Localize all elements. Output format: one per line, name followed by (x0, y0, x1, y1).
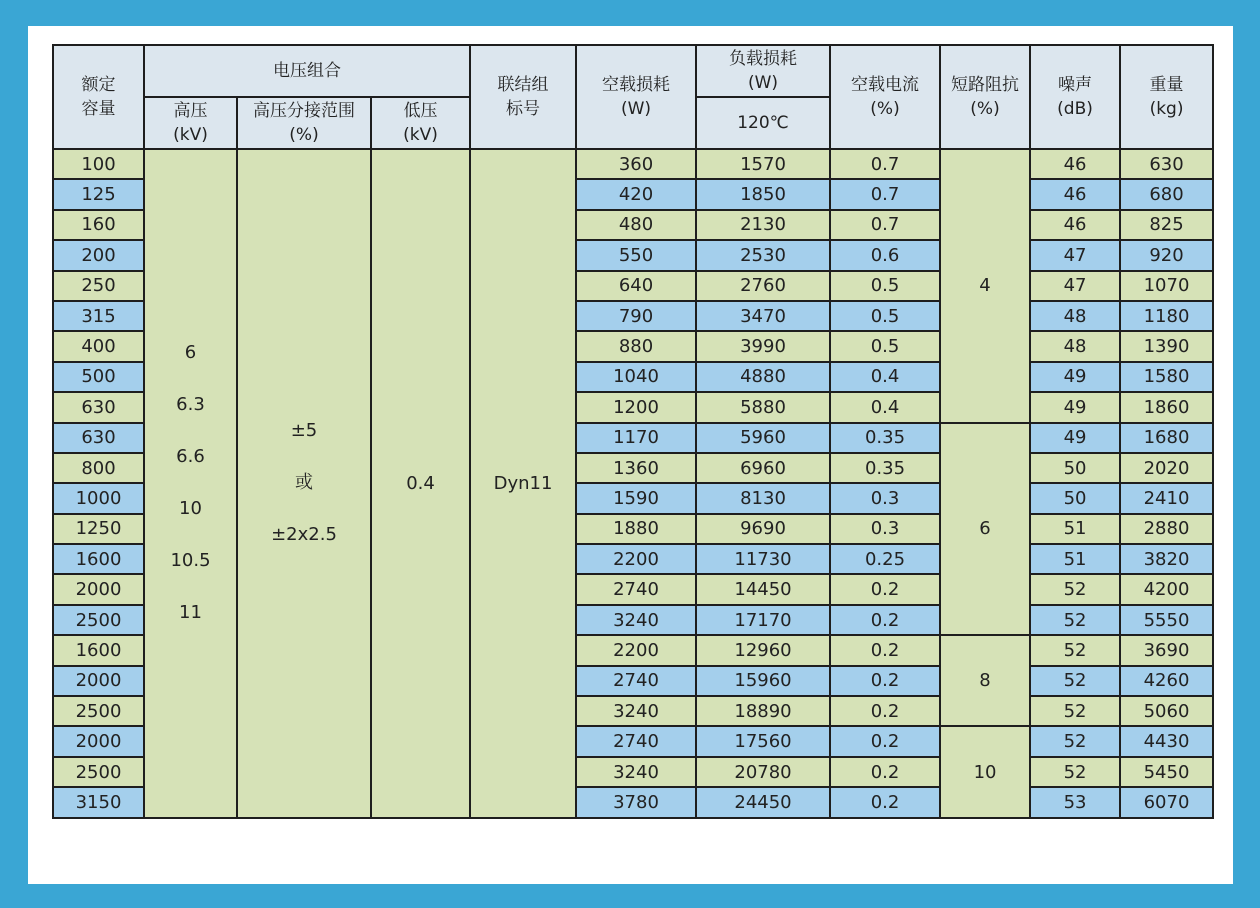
header-capacity-line2: 容量 (81, 99, 116, 119)
cell-load-loss: 12960 (696, 635, 830, 665)
cell-noise: 47 (1030, 240, 1120, 270)
cell-capacity: 1250 (53, 514, 144, 544)
cell-no-load-current: 0.2 (830, 574, 940, 604)
cell-no-load-current: 0.2 (830, 605, 940, 635)
hv-value: 11 (179, 602, 202, 624)
cell-no-load-loss: 2740 (576, 666, 696, 696)
cell-no-load-loss: 3240 (576, 757, 696, 787)
cell-noise: 52 (1030, 635, 1120, 665)
cell-no-load-current: 0.35 (830, 423, 940, 453)
cell-capacity: 3150 (53, 787, 144, 817)
cell-no-load-current: 0.5 (830, 271, 940, 301)
header-no-load-line1: 空载损耗 (602, 75, 671, 95)
header-load-line1: 负载损耗 (729, 49, 798, 69)
header-capacity-line1: 额定 (81, 75, 116, 95)
cell-no-load-loss: 1040 (576, 362, 696, 392)
cell-capacity: 2500 (53, 757, 144, 787)
cell-load-loss: 17170 (696, 605, 830, 635)
cell-load-loss: 17560 (696, 726, 830, 756)
cell-weight: 5550 (1120, 605, 1213, 635)
cell-load-loss: 2760 (696, 271, 830, 301)
hv-value: 10.5 (170, 550, 211, 572)
cell-noise: 46 (1030, 149, 1120, 179)
cell-no-load-loss: 550 (576, 240, 696, 270)
cell-weight: 4200 (1120, 574, 1213, 604)
cell-load-loss: 8130 (696, 483, 830, 513)
cell-no-load-current: 0.5 (830, 331, 940, 361)
cell-no-load-loss: 3240 (576, 696, 696, 726)
cell-no-load-loss: 1590 (576, 483, 696, 513)
cell-capacity: 630 (53, 423, 144, 453)
cell-no-load-current: 0.35 (830, 453, 940, 483)
header-no-load-current (830, 45, 940, 149)
cell-no-load-loss: 3240 (576, 605, 696, 635)
cell-weight: 2410 (1120, 483, 1213, 513)
header-impedance (940, 45, 1030, 149)
cell-tap-merged (237, 149, 371, 818)
cell-capacity: 160 (53, 210, 144, 240)
cell-load-loss: 15960 (696, 666, 830, 696)
cell-hv-merged (144, 149, 237, 818)
cell-weight: 630 (1120, 149, 1213, 179)
cell-capacity: 2500 (53, 696, 144, 726)
cell-noise: 47 (1030, 271, 1120, 301)
cell-lv-merged: 0.4 (371, 149, 470, 818)
header-impedance-line1: 短路阻抗 (951, 75, 1020, 95)
cell-load-loss: 2130 (696, 210, 830, 240)
cell-no-load-current: 0.5 (830, 301, 940, 331)
tap-value: ±5 (290, 420, 318, 442)
cell-no-load-current: 0.2 (830, 726, 940, 756)
cell-no-load-loss: 2740 (576, 574, 696, 604)
cell-weight: 6070 (1120, 787, 1213, 817)
table-row (53, 149, 1213, 179)
hv-value: 6.3 (176, 394, 205, 416)
header-lv-line2: (kV) (403, 125, 438, 145)
cell-no-load-current: 0.2 (830, 757, 940, 787)
cell-weight: 680 (1120, 179, 1213, 209)
header-current-line2: (%) (870, 99, 900, 119)
cell-no-load-loss: 640 (576, 271, 696, 301)
cell-load-loss: 5880 (696, 392, 830, 422)
cell-weight: 920 (1120, 240, 1213, 270)
cell-no-load-current: 0.3 (830, 514, 940, 544)
header-no-load-line2: (W) (620, 99, 652, 119)
cell-noise: 48 (1030, 301, 1120, 331)
cell-load-loss: 14450 (696, 574, 830, 604)
cell-no-load-loss: 1360 (576, 453, 696, 483)
header-noise-line1: 噪声 (1058, 75, 1093, 95)
cell-capacity: 2000 (53, 726, 144, 756)
cell-capacity: 250 (53, 271, 144, 301)
header-hv (144, 97, 237, 149)
header-weight-line2: (kg) (1149, 99, 1184, 119)
cell-no-load-loss: 2200 (576, 544, 696, 574)
cell-weight: 1390 (1120, 331, 1213, 361)
hv-value: 6.6 (176, 446, 205, 468)
cell-load-loss: 2530 (696, 240, 830, 270)
cell-load-loss: 24450 (696, 787, 830, 817)
cell-noise: 53 (1030, 787, 1120, 817)
header-weight-line1: 重量 (1149, 75, 1184, 95)
cell-noise: 51 (1030, 544, 1120, 574)
header-load-loss (696, 45, 830, 97)
cell-no-load-current: 0.2 (830, 666, 940, 696)
cell-load-loss: 6960 (696, 453, 830, 483)
cell-capacity: 630 (53, 392, 144, 422)
cell-noise: 51 (1030, 514, 1120, 544)
cell-no-load-current: 0.25 (830, 544, 940, 574)
cell-noise: 50 (1030, 453, 1120, 483)
cell-capacity: 200 (53, 240, 144, 270)
cell-weight: 5450 (1120, 757, 1213, 787)
cell-noise: 52 (1030, 605, 1120, 635)
document-frame (28, 26, 1233, 884)
cell-no-load-current: 0.7 (830, 179, 940, 209)
cell-no-load-current: 0.7 (830, 149, 940, 179)
cell-noise: 46 (1030, 179, 1120, 209)
cell-no-load-current: 0.2 (830, 787, 940, 817)
cell-no-load-current: 0.2 (830, 696, 940, 726)
cell-impedance-merged: 6 (940, 423, 1030, 636)
cell-no-load-loss: 3780 (576, 787, 696, 817)
header-lv (371, 97, 470, 149)
cell-capacity: 2000 (53, 666, 144, 696)
cell-weight: 1680 (1120, 423, 1213, 453)
cell-noise: 52 (1030, 574, 1120, 604)
cell-capacity: 125 (53, 179, 144, 209)
cell-load-loss: 1850 (696, 179, 830, 209)
header-tap-range (237, 97, 371, 149)
cell-capacity: 1600 (53, 635, 144, 665)
cell-no-load-loss: 420 (576, 179, 696, 209)
cell-no-load-loss: 880 (576, 331, 696, 361)
header-lv-line1: 低压 (403, 101, 438, 121)
cell-weight: 5060 (1120, 696, 1213, 726)
table-body (53, 149, 1213, 818)
cell-no-load-loss: 1880 (576, 514, 696, 544)
header-hv-line2: (kV) (173, 125, 208, 145)
cell-no-load-loss: 2200 (576, 635, 696, 665)
cell-no-load-loss: 360 (576, 149, 696, 179)
header-hv-line1: 高压 (173, 101, 208, 121)
cell-noise: 52 (1030, 696, 1120, 726)
cell-weight: 1070 (1120, 271, 1213, 301)
header-tap-line1: 高压分接范围 (253, 101, 355, 121)
cell-noise: 48 (1030, 331, 1120, 361)
cell-noise: 49 (1030, 362, 1120, 392)
cell-no-load-current: 0.4 (830, 362, 940, 392)
cell-capacity: 2500 (53, 605, 144, 635)
cell-load-loss: 3990 (696, 331, 830, 361)
cell-capacity: 100 (53, 149, 144, 179)
cell-capacity: 400 (53, 331, 144, 361)
header-noise (1030, 45, 1120, 149)
cell-noise: 52 (1030, 666, 1120, 696)
cell-no-load-loss: 1170 (576, 423, 696, 453)
cell-no-load-current: 0.7 (830, 210, 940, 240)
cell-noise: 52 (1030, 726, 1120, 756)
header-capacity (53, 45, 144, 149)
header-vector-line1: 联结组 (497, 75, 549, 95)
cell-load-loss: 18890 (696, 696, 830, 726)
header-tap-line2: (%) (289, 125, 319, 145)
header-weight (1120, 45, 1213, 149)
header-load-line2: (W) (747, 73, 779, 93)
cell-no-load-loss: 1200 (576, 392, 696, 422)
cell-weight: 3690 (1120, 635, 1213, 665)
cell-capacity: 1000 (53, 483, 144, 513)
cell-capacity: 800 (53, 453, 144, 483)
cell-load-loss: 3470 (696, 301, 830, 331)
table-header (53, 45, 1213, 149)
cell-no-load-current: 0.4 (830, 392, 940, 422)
header-impedance-line2: (%) (970, 99, 1000, 119)
header-vector-group (470, 45, 576, 149)
hv-value: 6 (184, 342, 197, 364)
header-voltage-group: 电压组合 (144, 45, 470, 97)
cell-no-load-current: 0.2 (830, 635, 940, 665)
hv-value: 10 (179, 498, 202, 520)
cell-weight: 2020 (1120, 453, 1213, 483)
cell-impedance-merged: 8 (940, 635, 1030, 726)
cell-impedance-merged: 10 (940, 726, 1030, 817)
header-no-load-loss (576, 45, 696, 149)
cell-noise: 52 (1030, 757, 1120, 787)
cell-no-load-loss: 790 (576, 301, 696, 331)
cell-noise: 50 (1030, 483, 1120, 513)
cell-no-load-current: 0.6 (830, 240, 940, 270)
header-current-line1: 空载电流 (851, 75, 920, 95)
cell-capacity: 2000 (53, 574, 144, 604)
cell-weight: 4260 (1120, 666, 1213, 696)
cell-weight: 2880 (1120, 514, 1213, 544)
cell-load-loss: 11730 (696, 544, 830, 574)
cell-impedance-merged: 4 (940, 149, 1030, 423)
cell-load-loss: 4880 (696, 362, 830, 392)
cell-weight: 4430 (1120, 726, 1213, 756)
cell-weight: 1180 (1120, 301, 1213, 331)
header-vector-line2: 标号 (506, 99, 541, 119)
cell-no-load-loss: 480 (576, 210, 696, 240)
cell-weight: 3820 (1120, 544, 1213, 574)
cell-no-load-loss: 2740 (576, 726, 696, 756)
cell-vector-group-merged: Dyn11 (470, 149, 576, 818)
cell-noise: 46 (1030, 210, 1120, 240)
cell-weight: 1580 (1120, 362, 1213, 392)
cell-weight: 825 (1120, 210, 1213, 240)
header-noise-line2: (dB) (1057, 99, 1093, 119)
cell-noise: 49 (1030, 423, 1120, 453)
cell-load-loss: 1570 (696, 149, 830, 179)
cell-capacity: 315 (53, 301, 144, 331)
cell-noise: 49 (1030, 392, 1120, 422)
tap-value: 或 (295, 472, 313, 494)
cell-no-load-current: 0.3 (830, 483, 940, 513)
cell-weight: 1860 (1120, 392, 1213, 422)
cell-load-loss: 20780 (696, 757, 830, 787)
cell-load-loss: 5960 (696, 423, 830, 453)
spec-table (52, 44, 1214, 819)
cell-capacity: 1600 (53, 544, 144, 574)
cell-load-loss: 9690 (696, 514, 830, 544)
header-load-loss-temp: 120℃ (696, 97, 830, 149)
tap-value: ±2x2.5 (271, 524, 337, 546)
cell-capacity: 500 (53, 362, 144, 392)
